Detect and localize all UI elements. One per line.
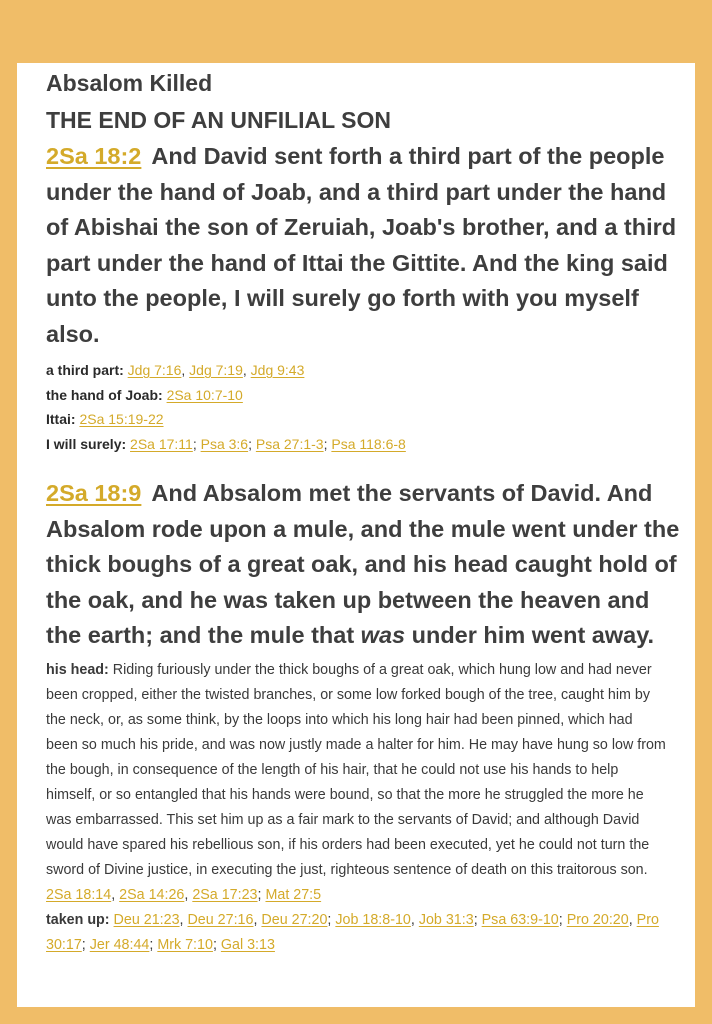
verse-2sa-18-9 xyxy=(46,476,686,654)
note-label: Ittai: xyxy=(46,411,76,427)
verse-text: And Absalom met the servants of David. And Absalom rode upon a mule, and the mule went under the thick boughs of a great oak, and his head caught hold of the oak, and he was taken up between the heaven and the earth; and the mule that xyxy=(46,480,680,648)
ref-link[interactable]: Psa 63:9-10 xyxy=(481,911,559,928)
note-line xyxy=(46,407,666,432)
ref-link[interactable]: Psa 118:6-8 xyxy=(331,435,406,452)
cross-references-verse-2 xyxy=(46,358,666,456)
note-label: a third part: xyxy=(46,362,124,378)
section-title: Absalom Killed xyxy=(46,70,213,96)
ref-link[interactable]: Job 31:3 xyxy=(418,911,474,928)
commentary-his-head: his head: Riding furiously under the thick boughs of a great oak, which hung low and had never been cropped, either the twisted branches, or some low forked bough of the tree, caught him by the neck, or, as some think, by the loops into which his long hair had been pinned, which had been so much his pride, and was now justly made a halter for him. He may have hung so low from the bough, in consequence of the length of his hair, that he could not use his hands to help himself, or so entangled that his hands were bound, so that the more he struggled the more he was embarrassed. This set him up as a fair mark to the servants of David; and although David would have spared his rebellious son, if his orders had been executed, yet he could not turn the sword of Divine justice, in executing the just, righteous sentence of death on this traitorous son. 2Sa 18:14, 2Sa 14:26, 2Sa 17:23; Mat 27:5 xyxy=(46,661,666,903)
ref-link[interactable]: Mat 27:5 xyxy=(265,886,322,903)
commentary-text: Riding furiously under the thick boughs of a great oak, which hung low and had never been cropped, either the twisted branches, or some low forked bough of the tree, caught him by the neck, or, as some think, by the loops into which his long hair had been pinned, which had been so much his pride, and was now justly made a halter for him. He may have hung so low from the bough, in consequence of the length of his hair, that he could not use his hands to help himself, or so entangled that his hands were bound, so that the more he struggled the more he was embarrassed. This set him up as a fair mark to the servants of David; and although David would have spared his rebellious son, if his orders had been executed, yet he could not turn the sword of Divine justice, in executing the just, righteous sentence of death on this traitorous son. xyxy=(46,661,666,878)
spacer xyxy=(46,456,695,476)
ref-link[interactable]: Jdg 7:16 xyxy=(127,362,182,378)
ref-link[interactable]: 2Sa 14:26 xyxy=(119,886,185,903)
verse-2sa-18-2 xyxy=(46,139,686,352)
ref-link[interactable]: 2Sa 18:14 xyxy=(46,886,112,903)
verse-ref-link[interactable]: 2Sa 18:2 xyxy=(46,143,142,169)
ref-link[interactable]: Jdg 9:43 xyxy=(250,362,305,378)
ref-link[interactable]: 2Sa 10:7-10 xyxy=(166,386,243,403)
note-label: I will surely: xyxy=(46,435,127,452)
ref-link[interactable]: Mrk 7:10 xyxy=(157,936,213,953)
ref-link[interactable]: 2Sa 17:23 xyxy=(192,886,258,903)
ref-link[interactable]: Psa 27:1-3 xyxy=(255,435,324,452)
commentary-taken-up: taken up: Deu 21:23, Deu 27:16, Deu 27:20; Job 18:8-10, Job 31:3; Psa 63:9-10; Pro 20:20, Pro 30:17; Jer 48:44; Mrk 7:10; Gal 3:13 xyxy=(46,911,659,953)
ref-link[interactable]: Gal 3:13 xyxy=(220,936,275,953)
ref-link[interactable]: 2Sa 15:19-22 xyxy=(79,411,164,427)
ref-link[interactable]: Deu 27:20 xyxy=(261,911,328,928)
ref-link[interactable]: Deu 27:16 xyxy=(187,911,254,928)
ref-link[interactable]: Pro 20:20 xyxy=(566,911,629,928)
note-label: his head: xyxy=(46,661,109,678)
ref-link[interactable]: Jdg 7:19 xyxy=(189,362,243,378)
note-line: I will surely: 2Sa 17:11; Psa 3:6; Psa 27:1-3; Psa 118:6-8 xyxy=(46,435,406,452)
section-subtitle: THE END OF AN UNFILIAL SON xyxy=(46,107,391,133)
ref-link[interactable]: Deu 21:23 xyxy=(113,911,180,928)
note-line: a third part: Jdg 7:16, Jdg 7:19, Jdg 9:43 xyxy=(46,362,305,378)
bible-page xyxy=(17,63,695,1007)
ref-link[interactable]: Job 18:8-10 xyxy=(335,911,411,928)
verse-text-end: under him went away. xyxy=(405,622,655,648)
ref-link[interactable]: Pro 30:17 xyxy=(46,911,659,953)
verse-italic: was xyxy=(360,622,406,648)
verse-ref-link[interactable]: 2Sa 18:9 xyxy=(46,480,142,506)
note-label: taken up: xyxy=(46,911,110,928)
note-line xyxy=(46,383,666,408)
note-label: the hand of Joab: xyxy=(46,386,163,403)
ref-link[interactable]: Psa 3:6 xyxy=(200,435,249,452)
ref-link[interactable]: Jer 48:44 xyxy=(89,936,150,953)
verse-text: And David sent forth a third part of the people under the hand of Joab, and a third part under the hand of Abishai the son of Zeruiah, Joab's brother, and a third part under the hand of Ittai the Gittite. And the king said unto the people, I will surely go forth with you myself also. xyxy=(46,143,677,347)
ref-link[interactable]: 2Sa 17:11 xyxy=(130,435,193,452)
